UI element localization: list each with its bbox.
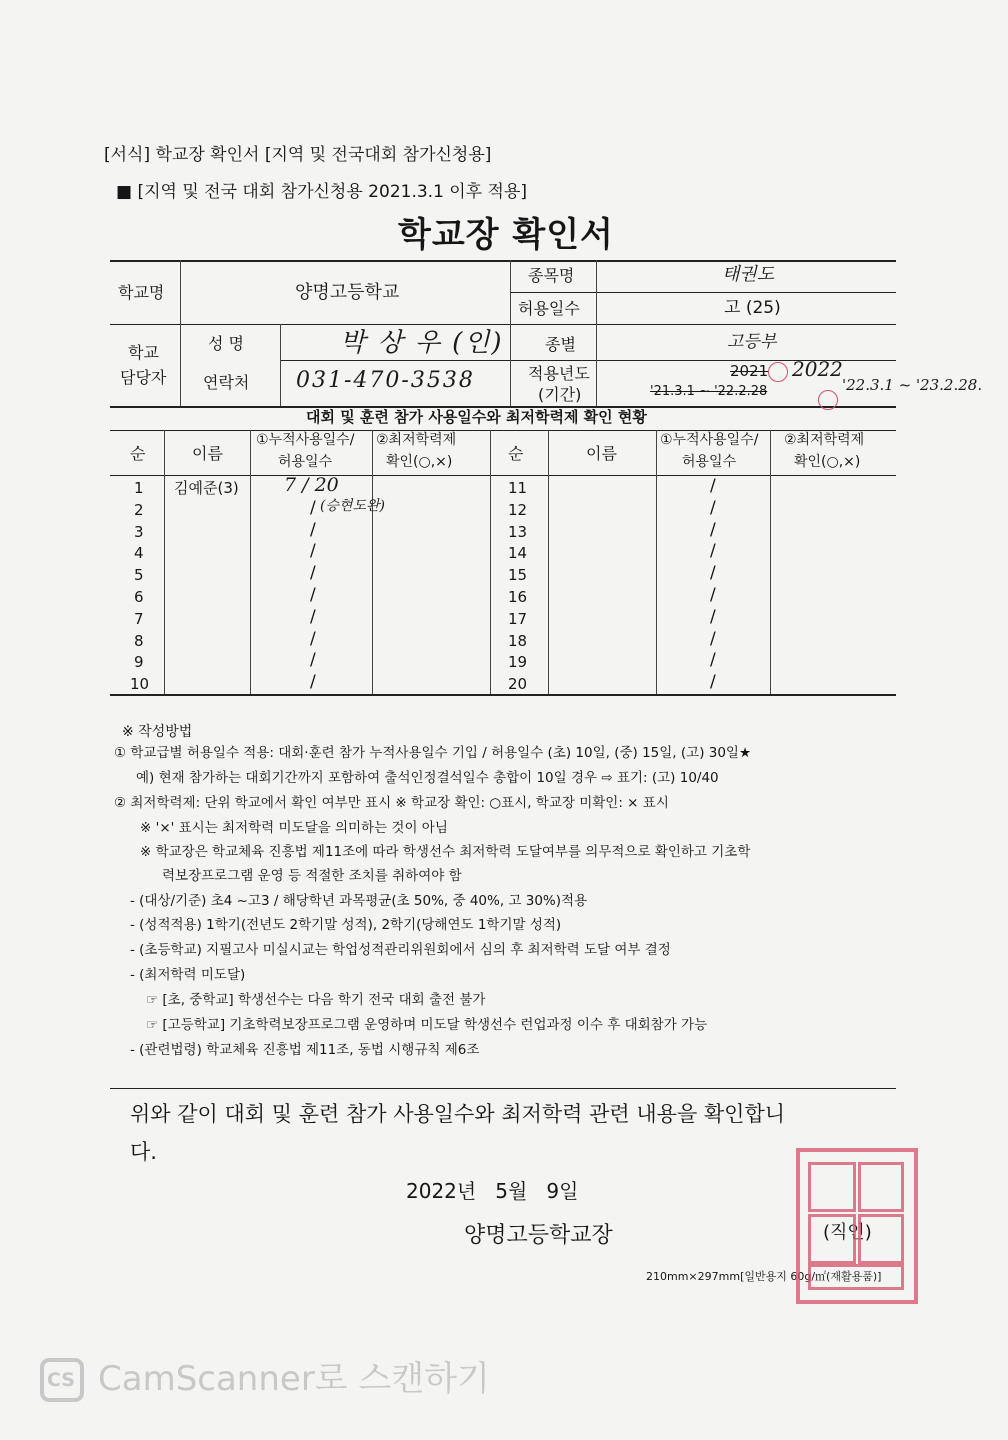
col-days-2: 허용일수 (278, 454, 333, 470)
camscanner-logo-icon (40, 1358, 84, 1402)
col-minacad: ②최저학력제 (784, 432, 865, 448)
row-days: / (710, 607, 716, 627)
row-no: 10 (130, 675, 150, 693)
paper-spec: 210mm×297mm[일반용지 60g/㎡(재활용품)] (646, 1270, 882, 1283)
name-label: 성 명 (208, 334, 244, 353)
row-no: 19 (508, 653, 528, 671)
year-new: 2022 (792, 357, 843, 381)
form-tag: [서식] 학교장 확인서 [지역 및 전국대회 참가신청용] (104, 145, 492, 165)
col-minacad-2: 확인(○,×) (386, 454, 453, 470)
instruction-line: - (대상/기준) 초4 ~고3 / 해당학년 과목평균(초 50%, 중 40%, 고 30%)적용 (130, 893, 588, 909)
instruction-line: 예) 현재 참가하는 대회기간까지 포함하여 출석인정결석일수 총합이 10일 경우 ⇨ 표기: (고) 10/40 (136, 770, 719, 786)
instruction-line: ② 최저학력제: 단위 학교에서 확인 여부만 표시 ※ 학교장 확인: ○표시, 학교장 미확인: × 표시 (114, 795, 669, 811)
col-minacad-2: 확인(○,×) (794, 454, 861, 470)
row-days: / (710, 563, 716, 583)
row-days: / (310, 541, 316, 561)
col-name: 이름 (192, 444, 223, 463)
col-minacad: ②최저학력제 (376, 432, 457, 448)
row-no: 17 (508, 610, 528, 628)
row-no: 8 (134, 632, 144, 650)
contact-label: 연락처 (203, 373, 250, 392)
row-days: / (310, 585, 316, 605)
col-no: 순 (508, 444, 524, 463)
instruction-line: 력보장프로그램 운영 등 적절한 조치를 취하여야 함 (162, 868, 462, 884)
row-no: 18 (508, 632, 528, 650)
correction-stamp-icon (818, 390, 838, 410)
confirmation-text: 위와 같이 대회 및 훈련 참가 사용일수와 최저학력 관련 내용을 확인합니 (130, 1102, 786, 1126)
row-no: 12 (508, 501, 528, 519)
row-no: 5 (134, 566, 144, 584)
sport-value: 태권도 (722, 264, 775, 285)
category-value: 고등부 (727, 332, 777, 352)
allowed-days-value: 고 (25) (724, 298, 781, 318)
col-name: 이름 (586, 444, 617, 463)
manager-name-value: 박 상 우 (인) (340, 328, 504, 358)
year-struck: 2021 (730, 362, 769, 380)
watermark-text: CamScanner로 스캔하기 (98, 1359, 490, 1399)
principal-name: 양명고등학교장 (464, 1223, 613, 1248)
school-name-value: 양명고등학교 (295, 282, 400, 303)
camscanner-logo-text: CS (47, 1369, 75, 1391)
manager-label-2: 담당자 (120, 368, 167, 387)
official-seal-icon (796, 1148, 918, 1304)
instruction-line: - (초등학교) 지필고사 미실시교는 학업성적관리위원회에서 심의 후 최저학력 도달 여부 결정 (130, 942, 671, 958)
instruction-line: ☞ [고등학교] 기초학력보장프로그램 운영하며 미도달 학생선수 런업과정 이수 후 대회참가 가능 (146, 1017, 708, 1033)
row-days: / (310, 650, 316, 670)
sport-label: 종목명 (528, 266, 575, 285)
instruction-line: ※ 학교장은 학교체육 진흥법 제11조에 따라 학생선수 최저학력 도달여부를 의무적으로 확인하고 기초학 (140, 844, 751, 860)
correction-stamp-icon (768, 362, 788, 382)
row-days: / (710, 498, 716, 518)
row-days: / (710, 541, 716, 561)
issue-date: 2022년 5월 9일 (406, 1179, 579, 1203)
row-days: / (710, 585, 716, 605)
row-no: 2 (134, 501, 144, 519)
instruction-line: - (성적적용) 1학기(전년도 2학기말 성적), 2학기(당해연도 1학기말 성적) (130, 917, 562, 933)
instruction-line: - (최저학력 미도달) (130, 967, 246, 983)
row-no: 11 (508, 479, 528, 497)
year-label: 적용년도 (528, 364, 590, 383)
instruction-line: ① 학교급별 허용일수 적용: 대회·훈련 참가 누적사용일수 기입 / 허용일수 (초) 10일, (중) 15일, (고) 30일★ (114, 745, 752, 761)
row-days: / (310, 563, 316, 583)
instructions-heading: ※ 작성방법 (122, 724, 193, 740)
row-no: 13 (508, 523, 528, 541)
row-days: / (710, 672, 716, 692)
row-no: 7 (134, 610, 144, 628)
col-days: ①누적사용일수/ (660, 432, 759, 448)
row-no: 14 (508, 544, 528, 562)
row-days: / (310, 520, 316, 540)
school-name-label: 학교명 (118, 283, 165, 302)
row-no: 3 (134, 523, 144, 541)
category-label: 종별 (545, 335, 576, 354)
row-no: 1 (134, 479, 144, 497)
col-days: ①누적사용일수/ (256, 432, 355, 448)
row-days: / (710, 476, 716, 496)
manager-label: 학교 (128, 343, 159, 362)
row-days: / (310, 498, 316, 518)
row-no: 6 (134, 588, 144, 606)
col-days-2: 허용일수 (682, 454, 737, 470)
row-days: 7 / 20 (284, 474, 339, 496)
col-no: 순 (130, 444, 146, 463)
instruction-line: - (관련법령) 학교체육 진흥법 제11조, 동법 시행규칙 제6조 (130, 1042, 480, 1058)
allowed-days-label: 허용일수 (518, 299, 580, 318)
year-label-2: (기간) (538, 385, 582, 404)
instruction-line: ☞ [초, 중학교] 학생선수는 다음 학기 전국 대회 출전 불가 (146, 992, 486, 1008)
contact-value: 031-470-3538 (296, 368, 475, 393)
status-section-title: 대회 및 훈련 참가 사용일수와 최저학력제 확인 현황 (306, 408, 647, 426)
row-days: / (310, 629, 316, 649)
applicability-note: ■ [지역 및 전국 대회 참가신청용 2021.3.1 이후 적용] (116, 182, 528, 202)
row-no: 9 (134, 653, 144, 671)
row-days: / (710, 520, 716, 540)
row-days: / (710, 650, 716, 670)
row-no: 4 (134, 544, 144, 562)
row-no: 20 (508, 675, 528, 693)
period-struck: '21.3.1 ~ '22.2.28 (650, 384, 768, 399)
row-no: 15 (508, 566, 528, 584)
period-new: '22.3.1 ~ '23.2.28. (842, 376, 983, 394)
row-days: / (710, 629, 716, 649)
row-no: 16 (508, 588, 528, 606)
official-seal-mark: (직인) (823, 1222, 872, 1243)
row-days: / (310, 672, 316, 692)
instruction-line: ※ '×' 표시는 최저학력 미도달을 의미하는 것이 아님 (140, 820, 448, 836)
row-days: / (310, 607, 316, 627)
row-note: (승현도완) (320, 498, 386, 514)
row-name: 김예준(3) (174, 479, 239, 497)
confirmation-text-2: 다. (130, 1140, 157, 1164)
page-title: 학교장 확인서 (398, 215, 614, 255)
